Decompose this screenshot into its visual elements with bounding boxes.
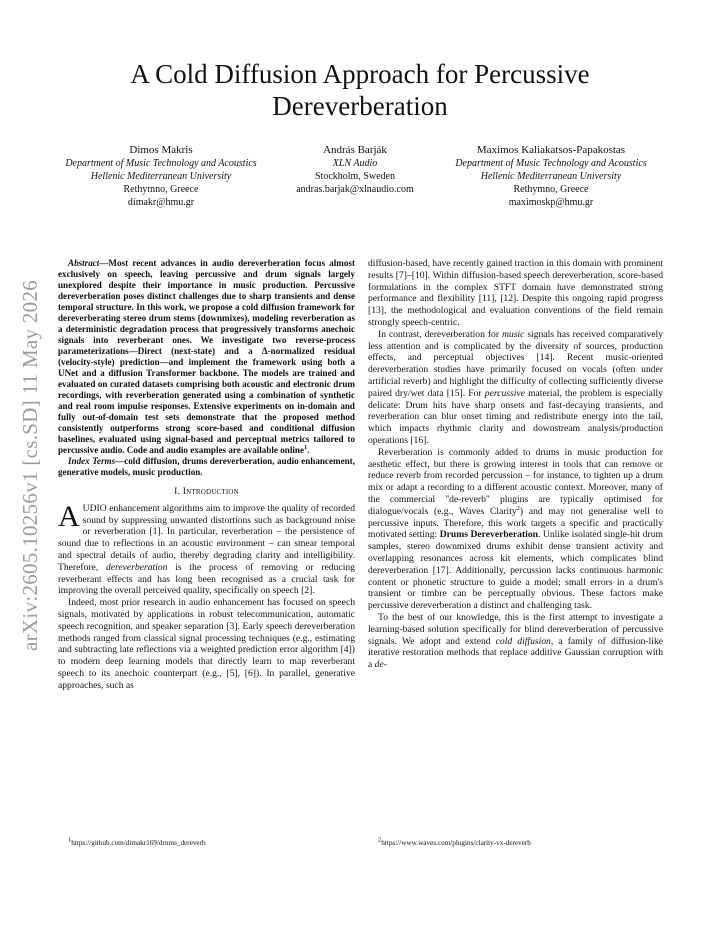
footnote-ref: 1 bbox=[303, 443, 308, 451]
author-block bbox=[50, 143, 670, 223]
author-affiliation: XLN Audio bbox=[332, 158, 378, 169]
intro-paragraph-2: Indeed, most prior research in audio enhancement has focused on speech signals, motivated by applications in robust telecommunication, automatic speech recognition, and speaker separation [3]. Early speech dereverberation methods ranged from classical signal processing techniques (e.g., estimating and subtracting late reflections via a weighted prediction error algorithm [4]) to modern deep learning models that directly learn to map reverberant speech to its anechoic counterpart (e.g., [5], [6]). In parallel, generative approaches, such as bbox=[58, 597, 355, 691]
arxiv-identifier: arXiv:2605.10256v1 [cs.SD] 11 May 2026 bbox=[18, 279, 42, 651]
author-email: andras.barjak@xlnaudio.com bbox=[296, 184, 414, 195]
abstract-label: Abstract bbox=[68, 258, 100, 268]
footnote-2: $^2$https://www.waves.com/plugins/clarity-vx-dereverb bbox=[378, 836, 531, 847]
author-affiliation: Department of Music Technology and Acoustics bbox=[455, 158, 647, 169]
author-location: Rethymno, Greece bbox=[513, 184, 589, 195]
index-terms bbox=[58, 456, 355, 478]
footnote-1: $^1$https://github.com/dimakr169/drums_dereverb bbox=[68, 836, 206, 847]
section-heading: I. Introduction bbox=[174, 486, 239, 497]
body-paragraph-4: To the best of our knowledge, this is the first attempt to investigate a learning-based solution specifically for blind dereverberation of percussive signals. We adopt and extend cold diffusion, a family of diffusion-like iterative restoration methods that replace additive Gaussian corruption with a de- bbox=[368, 611, 663, 671]
author-affiliation-2: Hellenic Mediterranean University bbox=[90, 171, 232, 182]
author-email: maximoskp@hmu.gr bbox=[508, 197, 594, 208]
abstract-text: —Most recent advances in audio dereverberation focus almost exclusively on speech, leaving percussive and drum signals largely unexplored despite their importance in music production. Percussive dereverberation poses distinct challenges due to sharp transients and dense temporal structure. In this work, we propose a cold diffusion framework for dereverberating stereo drum stems (downmixes), modeling reverberation as a deterministic degradation process that progressively transforms anechoic signals into reverberant ones. We investigate two reverse-process parameterizations—Direct (next-state) and a Δ-normalized residual (velocity-style) prediction—and implement the framework using both a UNet and a diffusion Transformer backbone. The models are trained and evaluated on curated datasets comprising both acoustic and electronic drum recordings, with reverberation generated using a combination of synthetic and real room impulse responses. Extensive experiments on in-domain and fully out-of-domain test sets demonstrate that the proposed method consistently outperforms strong score-based and conditional diffusion baselines, evaluated using signal-based and perceptual metrics tailored to percussive audio. Code and audio examples are available online bbox=[58, 258, 355, 455]
index-terms-label: Index Terms bbox=[68, 456, 116, 466]
drop-cap: A bbox=[58, 499, 80, 533]
author-email: dimakr@hmu.gr bbox=[127, 197, 195, 208]
author-2-info bbox=[282, 143, 428, 196]
title-line-1: A Cold Diffusion Approach for Percussive bbox=[130, 59, 590, 89]
author-location: Stockholm, Sweden bbox=[315, 171, 395, 182]
footnote-link[interactable]: https://www.waves.com/plugins/clarity-vx-dereverb bbox=[381, 839, 531, 847]
right-column bbox=[368, 258, 663, 671]
body-paragraph-1: diffusion-based, have recently gained traction in this domain with prominent results [7]–[10]. Within diffusion-based speech dereverberation, score-based formulations in the complex STFT domain have demonstrated strong performance and flexibility [11], [12]. Despite this ongoing rapid progress [13], the methodological and evaluation conventions of the field remain strongly speech-centric. bbox=[368, 258, 663, 328]
abstract: Abstract—Most recent advances in audio dereverberation focus almost exclusively on speech, leaving percussive and drum signals largely unexplored despite their importance in music production. Percussive dereverberation poses distinct challenges due to sharp transients and dense temporal structure. In this work, we propose a cold diffusion framework for dereverberating stereo drum stems (downmixes), modeling reverberation as a deterministic degradation process that progressively transforms anechoic signals into reverberant ones. We investigate two reverse-process parameterizations—Direct (next-state) and a Δ-normalized residual (velocity-style) prediction—and implement the framework using both a UNet and a diffusion Transformer backbone. The models are trained and evaluated on curated datasets comprising both acoustic and electronic drum recordings, with reverberation generated using a combination of synthetic and real room impulse responses. Extensive experiments on in-domain and fully out-of-domain test sets demonstrate that the proposed method consistently outperforms strong score-based and conditional diffusion baselines, evaluated using signal-based and perceptual metrics tailored to percussive audio. Code and audio examples are available online$^1$. bbox=[58, 258, 355, 455]
body-paragraph-3: Reverberation is commonly added to drums in music production for aesthetic effect, but there is growing interest in tools that can remove or reduce reverb from recorded percussion – for instance, to tighten up a drum mix or adapt a recording to a different acoustic context. Moreover, many of the commercial "de-reverb" plugins are typically optimised for dialogue/vocals (e.g., Waves Clarity$^2$) and may not generalise well to percussive inputs. Therefore, this work targets a specific and practically motivated setting: Drums Dereverberation. Unlike isolated single-hit drum samples, stereo downmixed drums exhibit dense transient activity and overlapping resonances across kit elements, which complicates blind dereverberation [17]. Additionally, percussion lacks continuous harmonic content or phonetic structure to guide a model; small errors in a drum's transient or timbre can be perceptually obvious. These factors make percussive dereverberation a distinct and challenging task. bbox=[368, 446, 663, 612]
index-terms-text: —cold diffusion, drums dereverberation, audio enhancement, generative models, music production. bbox=[58, 456, 355, 477]
author-name: Maximos Kaliakatsos-Papakostas bbox=[476, 144, 626, 156]
paper-title bbox=[60, 58, 660, 122]
author-1-info bbox=[50, 143, 272, 209]
author-name: András Barják bbox=[323, 144, 387, 156]
title-line-2: Dereverberation bbox=[272, 91, 448, 121]
footnote-ref: 2 bbox=[516, 504, 520, 512]
author-location: Rethymno, Greece bbox=[123, 184, 199, 195]
author-name: Dimos Makris bbox=[129, 144, 193, 156]
author-affiliation-2: Hellenic Mediterranean University bbox=[480, 171, 622, 182]
body-paragraph-2: In contrast, dereverberation for music signals has received comparatively less attention and is complicated by the diversity of sources, production effects, and perceptual objectives [14]. Recent music-oriented dereverberation studies have primarily focused on vocals (often under artificial reverb) and highlight the difficulty of collecting sufficiently diverse paired dry/wet data [15]. For percussive material, the problem is especially delicate: Drum hits have sharp onsets and fast-decaying transients, and reverberation can blur onset timing and redistribute energy into the tail, which impacts rhythmic clarity and downstream analysis/production operations [16]. bbox=[368, 328, 663, 446]
left-column bbox=[58, 258, 355, 692]
author-affiliation: Department of Music Technology and Acoustics bbox=[65, 158, 257, 169]
footnote-link[interactable]: https://github.com/dimakr169/drums_dereverb bbox=[71, 839, 206, 847]
intro-paragraph-1: AUDIO enhancement algorithms aim to improve the quality of recorded sound by suppressing unwanted distortions such as background noise or reverberation [1]. In particular, reverberation – the persistence of sound due to reflections in an acoustic environment – can smear temporal and spectral details of audio, thereby degrading clarity and intelligibility. Therefore, dereverberation is the process of removing or reducing reverberant effects and has long been recognised as a crucial task for improving the overall perceived quality, specifically on speech [2]. bbox=[58, 499, 355, 597]
author-3-info bbox=[432, 143, 670, 209]
